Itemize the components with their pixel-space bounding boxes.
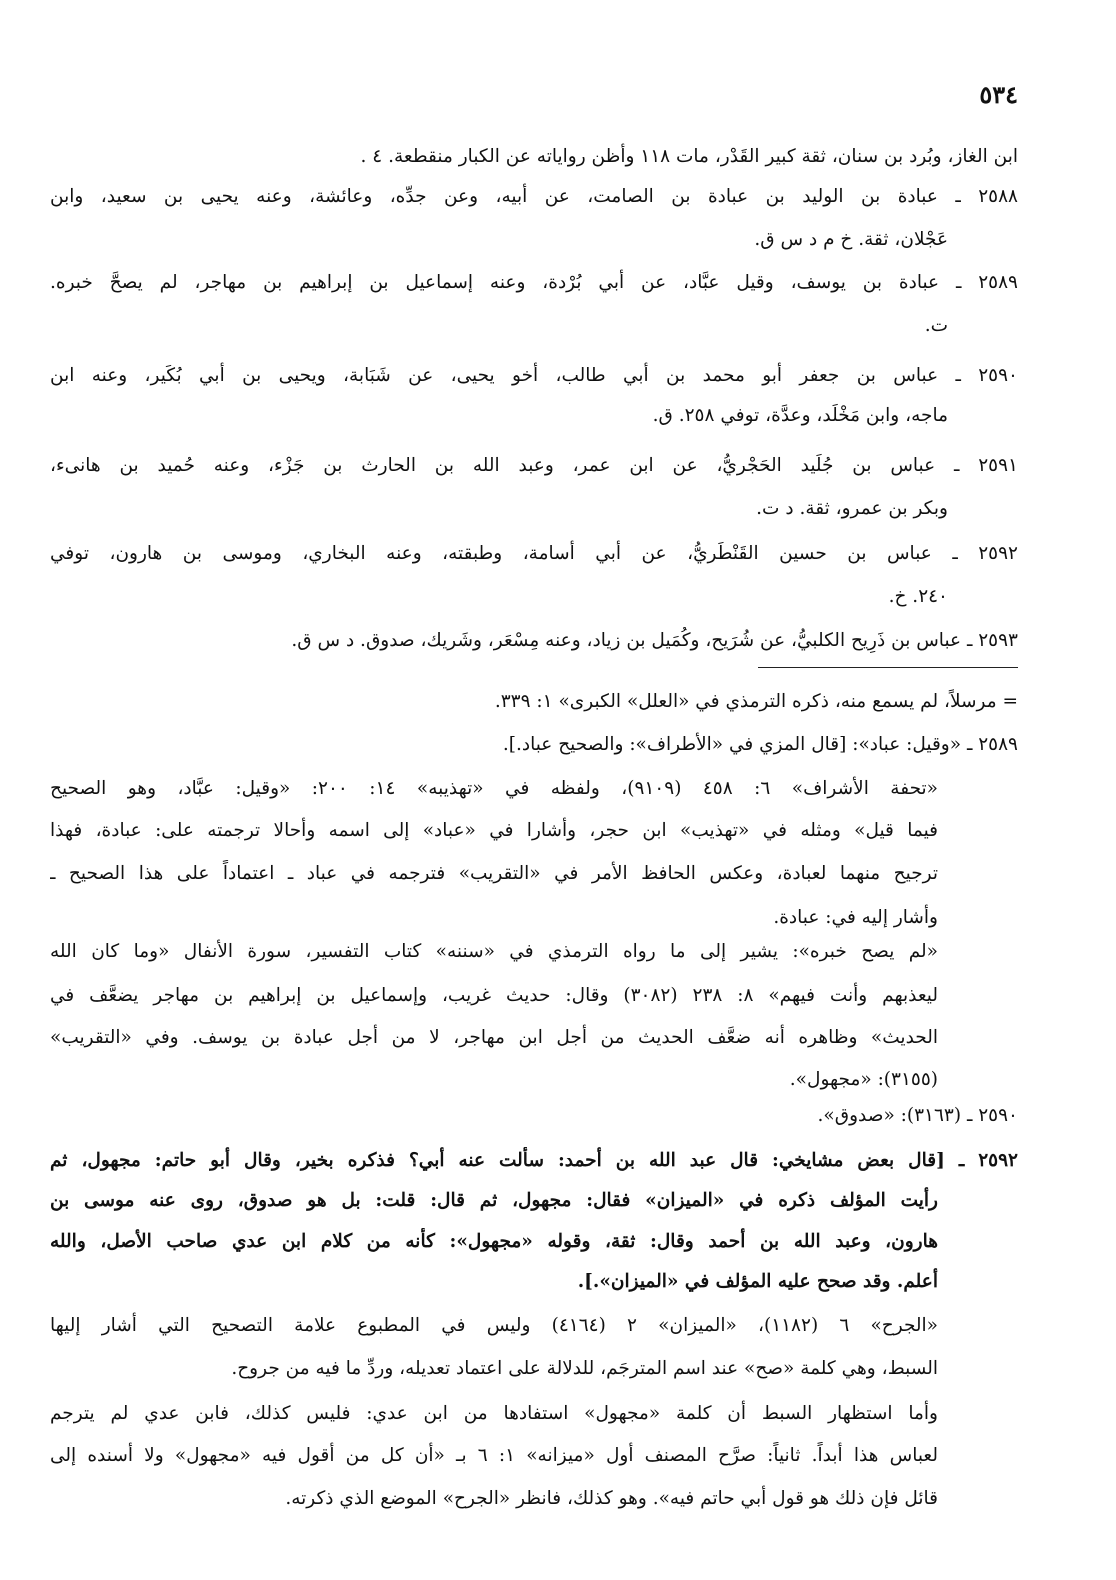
entry-line: ٢٤٠. خ. — [888, 586, 948, 607]
entry-line: عَجْلان، ثقة. خ م د س ق. — [754, 229, 948, 250]
entry-line: ٢٥٩٢ ـ عباس بن حسين القَنْطَريُّ، عن أبي أسامة، وطبقته، وعنه البخاري، وموسى بن هارون، توفي — [50, 543, 1018, 564]
footnote-line: ٢٥٨٩ ـ «وقيل: عباد»: [قال المزي في «الأطراف»: والصحيح عباد.]. — [502, 734, 1018, 755]
footnote-line: قائل فإن ذلك هو قول أبي حاتم فيه». وهو كذلك، فانظر «الجرح» الموضع الذي ذكرته. — [285, 1488, 938, 1509]
footnote-line: أعلم. وقد صحح عليه المؤلف في «الميزان».]. — [577, 1271, 938, 1292]
page-number: ٥٣٤ — [979, 80, 1018, 109]
footnote-line: (٣١٥٥): «مجهول». — [789, 1069, 938, 1090]
entry-line: ٢٥٨٨ ـ عبادة بن الوليد بن عبادة بن الصامت، عن أبيه، وعن جدِّه، وعائشة، وعنه يحيى بن سعيد، وابن — [50, 186, 1018, 207]
footnote-line: هارون، وعبد الله بن أحمد وقال: ثقة، وقوله «مجهول»: كأنه من كلام ابن عدي صاحب الأصل، والله — [50, 1231, 938, 1252]
footnote-line: فيما قيل» ومثله في «تهذيب» ابن حجر، وأشارا في «عباد» إلى اسمه وأحالا ترجمته على: عبادة، فهذا — [50, 820, 938, 841]
footnote-line: ليعذبهم وأنت فيهم» ٨: ٢٣٨ (٣٠٨٢) وقال: حديث غريب، وإسماعيل بن إبراهيم بن مهاجر يضعَّف في — [50, 985, 938, 1006]
footnote-line: لعباس هذا أبداً. ثانياً: صرَّح المصنف أول «ميزانه» ١: ٦ بـ «أن كل من أقول فيه «مجهول» ولا أسنده إلى — [50, 1445, 938, 1466]
footnote-line: الحديث» وظاهره أنه ضعَّف الحديث من أجل ابن مهاجر، لا من أجل عبادة بن يوسف. وفي «التقريب» — [50, 1027, 938, 1048]
footnote-line: «تحفة الأشراف» ٦: ٤٥٨ (٩١٠٩)، ولفظه في «تهذيبه» ١٤: ٢٠٠: «وقيل: عبَّاد، وهو الصحيح — [50, 778, 938, 799]
footnote-line: ٢٥٩٠ ـ (٣١٦٣): «صدوق». — [817, 1105, 1018, 1126]
footnote-line: السبط، وهي كلمة «صح» عند اسم المترجَم، للدلالة على اعتماد تعديله، وردِّ ما فيه من جروح. — [231, 1358, 938, 1379]
entry-line: ابن الغاز، وبُرد بن سنان، ثقة كبير القَدْر، مات ١١٨ وأظن رواياته عن الكبار منقطعة. ٤ . — [360, 146, 1018, 167]
footnote-line: «لم يصح خبره»: يشير إلى ما رواه الترمذي في «سننه» كتاب التفسير، سورة الأنفال «وما كان الله — [50, 941, 938, 962]
footnote-line: ٢٥٩٢ ـ [قال بعض مشايخي: قال عبد الله بن أحمد: سألت عنه أبي؟ فذكره بخير، وقال أبو حاتم: مجهول، ثم — [50, 1150, 1018, 1171]
entry-line: ت. — [924, 315, 948, 336]
footnote-line: وأشار إليه في: عبادة. — [773, 907, 938, 928]
footnote-line: «الجرح» ٦ (١١٨٢)، «الميزان» ٢ (٤١٦٤) وليس في المطبوع علامة التصحيح التي أشار إليها — [50, 1315, 938, 1336]
entry-line: ٢٥٩٠ ـ عباس بن جعفر أبو محمد بن أبي طالب، أخو يحيى، عن شَبَابة، ويحيى بن أبي بُكَير، وعنه ابن — [50, 365, 1018, 386]
entry-line: وبكر بن عمرو، ثقة. د ت. — [756, 498, 948, 519]
footnote-line: ترجيح منهما لعبادة، وعكس الحافظ الأمر في «التقريب» فترجمه في عباد ـ اعتماداً على هذا الصحيح ـ — [50, 863, 938, 884]
footnote-divider — [758, 667, 1018, 668]
footnote-line: رأيت المؤلف ذكره في «الميزان» فقال: مجهول، ثم قال: قلت: بل هو صدوق، روى عنه موسى بن — [50, 1190, 938, 1211]
entry-line: ماجه، وابن مَخْلَد، وعدَّة، توفي ٢٥٨. ق. — [652, 405, 948, 426]
footnote-line: = مرسلاً، لم يسمع منه، ذكره الترمذي في «العلل» الكبرى» ١: ٣٣٩. — [494, 691, 1018, 712]
footnote-line: وأما استظهار السبط أن كلمة «مجهول» استفادها من ابن عدي: فليس كذلك، فابن عدي لم يترجم — [50, 1403, 938, 1424]
entry-line: ٢٥٩٣ ـ عباس بن ذَرِيح الكلبيُّ، عن شُرَيح، وكُمَيل بن زياد، وعنه مِسْعَر، وشَريك، صدوق. د س ق. — [291, 630, 1018, 651]
entry-line: ٢٥٩١ ـ عباس بن جُلَيد الحَجْريُّ، عن ابن عمر، وعبد الله بن الحارث بن جَزْء، وعنه حُميد بن هانىء، — [50, 455, 1018, 476]
entry-line: ٢٥٨٩ ـ عبادة بن يوسف، وقيل عبَّاد، عن أبي بُرْدة، وعنه إسماعيل بن إبراهيم بن مهاجر، لم يصحَّ خبره. — [50, 272, 1018, 293]
